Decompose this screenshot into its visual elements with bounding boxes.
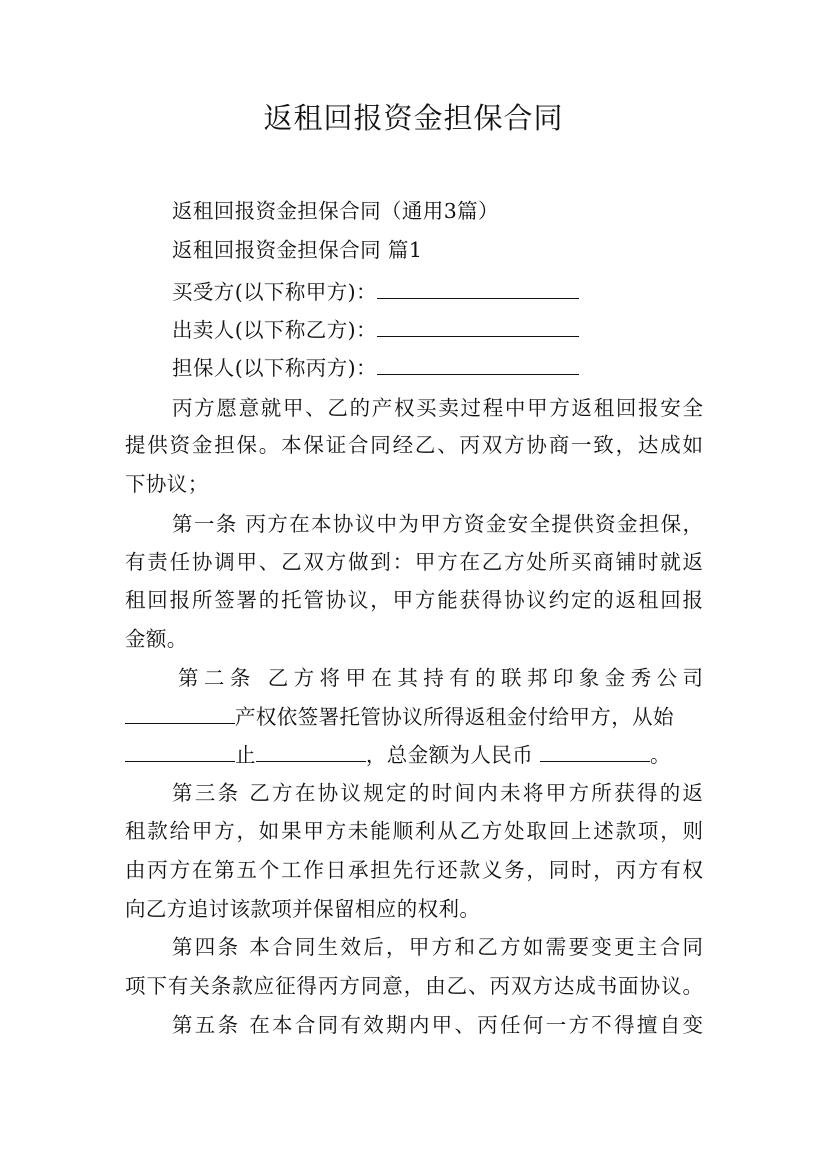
article1-line-2: 有责任协调甲、乙双方做到：甲方在乙方处所买商铺时就返 [125,550,703,574]
article2-line-1: 第二条 乙方将甲在其持有的联邦印象金秀公司 [178,666,703,690]
article2-end: 。 [650,743,671,767]
article3-line-2: 租款给甲方，如果甲方未能顺利从乙方处取回上述款项，则 [125,819,703,843]
chapter-title: 返租回报资金担保合同 篇1 [172,238,423,262]
preamble-line-3: 下协议； [125,472,209,496]
buyer-line [172,278,579,305]
article1-line-1: 第一条 丙方在本协议中为甲方资金安全提供资金担保， [172,512,703,536]
document-title: 返租回报资金担保合同 [263,101,564,135]
guarantor-line [172,354,579,381]
article4-line-1: 第四条 本合同生效后，甲方和乙方如需要变更主合同 [172,935,703,959]
guarantor-label: 担保人(以下称丙方)： [172,356,377,380]
article3-line-4: 向乙方追讨该款项并保留相应的权利。 [125,897,481,921]
preamble-line-2: 提供资金担保。本保证合同经乙、丙双方协商一致，达成如 [125,433,703,457]
start-date-blank [125,741,235,762]
collection-title: 返租回报资金担保合同（通用3篇） [172,199,499,223]
article2-line-3 [125,741,671,768]
company-blank [125,703,235,724]
article4-line-2: 项下有关条款应征得丙方同意，由乙、丙双方达成书面协议。 [125,974,703,998]
seller-label: 出卖人(以下称乙方)： [172,318,377,342]
article1-line-3: 租回报所签署的托管协议，甲方能获得协议约定的返租回报 [125,588,703,612]
seller-line [172,316,579,343]
buyer-label: 买受方(以下称甲方)： [172,280,377,304]
seller-blank [377,316,579,337]
article3-line-3: 由丙方在第五个工作日承担先行还款义务，同时，丙方有权 [125,858,703,882]
article2-line-2-text: 产权依签署托管协议所得返租金付给甲方，从始 [235,705,674,729]
article1-line-4: 金额。 [125,627,188,651]
article5-line-1: 第五条 在本合同有效期内甲、丙任何一方不得擅自变 [172,1013,703,1037]
article3-line-1: 第三条 乙方在协议规定的时间内未将甲方所获得的返 [172,781,703,805]
article2-line-2 [125,703,674,730]
end-date-blank [256,741,366,762]
guarantor-blank [377,354,579,375]
article2-total-text: ，总金额为人民币 [365,743,534,767]
preamble-line-1: 丙方愿意就甲、乙的产权买卖过程中甲方返租回报安全 [172,396,703,420]
amount-blank [540,741,650,762]
buyer-blank [377,278,579,299]
article2-until: 止 [235,743,256,767]
